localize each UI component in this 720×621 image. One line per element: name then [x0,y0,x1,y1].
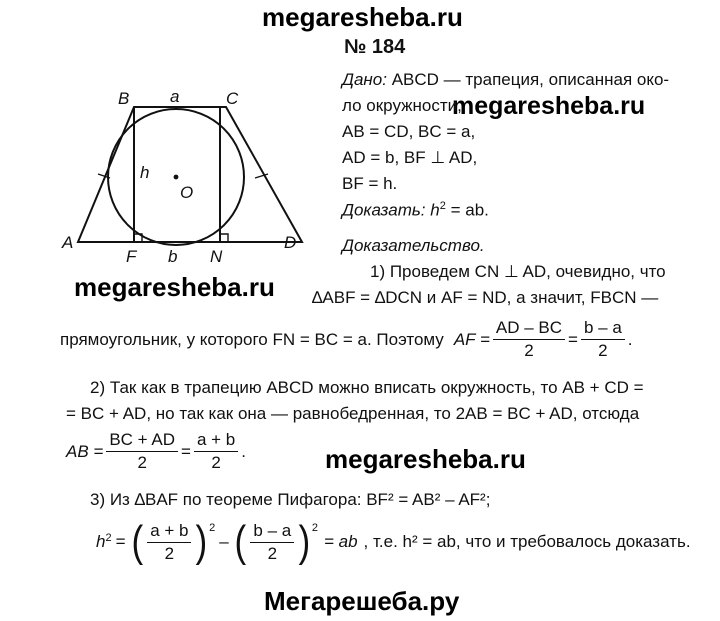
step3-sq-2: 2 [311,522,318,534]
step3-sq-1: 2 [209,522,216,534]
step1-line-3: прямоугольник, у которого FN = BC = a. Поэтому [60,329,444,349]
step2-frac-2-den: 2 [211,453,221,472]
step1-line-2: ∆ABF = ∆DCN и AF = ND, а значит, FBCN — [312,288,659,307]
step1-eq: = [568,329,578,349]
label-F: F [126,247,137,266]
proof-heading: Доказательство. [342,236,485,255]
prove-sup: 2 [439,200,446,212]
given-line-1-text: ABCD — трапеция, описанная око- [391,70,670,89]
given-label: Дано: [342,70,387,89]
label-a: a [170,88,180,106]
step1-frac-1-num: AD – BC [493,318,565,340]
right-paren-icon: ) [298,517,311,566]
label-h: h [140,163,150,182]
watermark-center: megaresheba.ru [325,444,526,474]
step3-conclusion: , т.е. h² = ab, что и требовалось доказать. [363,532,691,551]
prove-h: h [430,200,440,220]
step3-frac-2-num: b – a [250,521,294,543]
step2-frac-1 [106,430,178,473]
prove-rest: = ab. [450,200,489,220]
step2-frac-1-den: 2 [137,453,147,472]
left-paren-icon: ( [234,517,246,566]
step3-frac-1-num: a + b [147,521,191,543]
right-angle-n [220,234,228,242]
step2-frac-1-num: BC + AD [106,430,178,452]
step3-eq: = [115,532,126,551]
step1-frac-1-den: 2 [524,341,534,360]
given-line-1 [342,70,669,90]
step2-frac-2 [194,430,238,473]
step3-line-1: 3) Из ∆BAF по теореме Пифагора: BF² = AB² – AF²; [90,490,491,509]
watermark-mid-right: megaresheba.ru [452,92,646,120]
step3-frac-2 [250,521,294,564]
prove-line [342,200,489,221]
center-point [174,175,179,180]
step2-ab-lhs: AB = [66,441,104,461]
given-line-5: BF = h. [342,174,398,193]
step3-frac-1-den: 2 [164,543,175,563]
step3-formula [96,517,691,566]
step3-h: h [96,532,106,551]
step2-line-1: 2) Так как в трапецию ABCD можно вписать окружность, то AB + CD = [90,378,644,397]
trapezoid-figure [58,88,378,278]
label-b: b [168,247,178,266]
step1-line-1: 1) Проведем CN ⊥ AD, очевидно, что [370,262,666,281]
step1-af-lhs: AF = [453,329,490,349]
step1-formula-line [60,318,633,361]
step3-minus: – [219,532,229,551]
label-D: D [284,233,297,252]
left-paren-icon: ( [130,517,143,566]
given-line-4: AD = b, BF ⊥ AD, [342,148,478,167]
step1-frac-2 [581,318,625,361]
watermark-top: megaresheba.ru [262,2,463,32]
watermark-left: megaresheba.ru [74,272,275,302]
step1-end: . [627,329,633,349]
given-line-2: ло окружности, [342,96,462,115]
step3-hsup: 2 [105,532,112,544]
step3-result: = ab [323,532,358,551]
label-O: O [180,183,194,202]
step2-eq: = [181,441,191,461]
step1-frac-2-den: 2 [598,341,608,360]
step2-frac-2-num: a + b [194,430,238,452]
problem-number: № 184 [344,36,406,58]
label-B: B [118,89,130,108]
given-line-3: AB = CD, BC = a, [342,122,476,141]
step2-line-2: = BC + AD, но так как она — равнобедренная, то 2AB = BC + AD, отсюда [66,404,640,423]
prove-label: Доказать: [342,200,426,220]
step1-frac-1 [493,318,565,361]
right-paren-icon: ) [195,517,208,566]
step3-frac-2-den: 2 [267,543,278,563]
step3-frac-1 [147,521,191,564]
step2-formula [66,430,246,473]
label-N: N [210,247,223,266]
label-C: C [226,89,239,108]
watermark-bottom: Мегарешеба.ру [264,586,460,616]
step1-frac-2-num: b – a [581,318,625,340]
step2-end: . [241,441,246,461]
label-A: A [62,233,74,252]
trapezoid-outline [78,107,302,242]
